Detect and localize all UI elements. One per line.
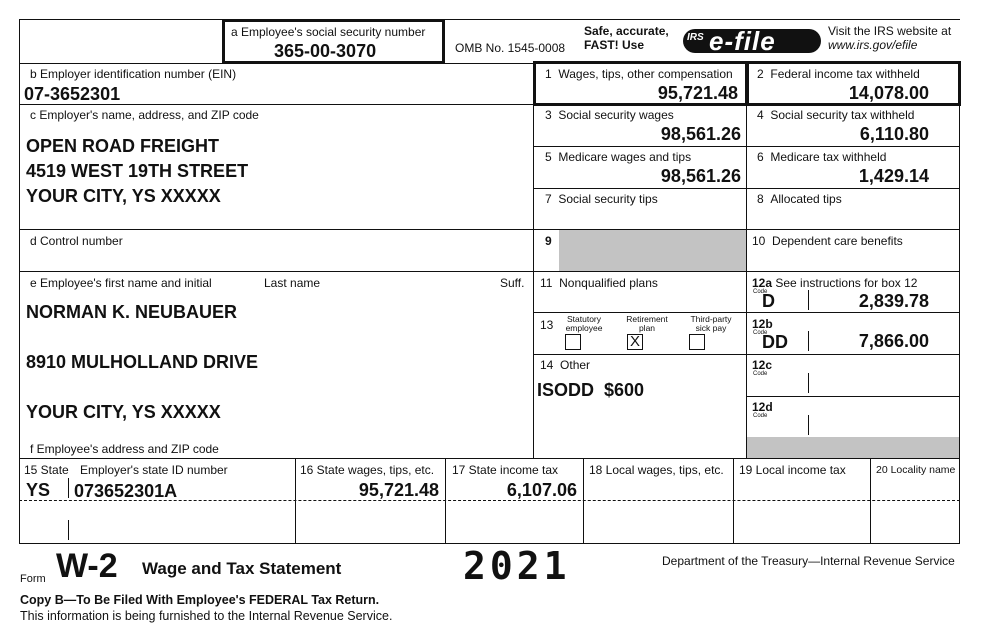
- form-title: Wage and Tax Statement: [142, 559, 342, 578]
- box14-num: 14: [540, 358, 554, 372]
- box2-label: [757, 67, 920, 81]
- box6-text: Medicare tax withheld: [770, 150, 887, 164]
- box14-label: [540, 358, 590, 372]
- box14-value: ISODD $600: [537, 380, 645, 400]
- tax-year: 2021: [463, 544, 571, 588]
- box12d-divider: [808, 415, 809, 435]
- box5-text: Medicare wages and tips: [558, 150, 692, 164]
- box2-text: Federal income tax withheld: [770, 67, 920, 81]
- ein-label: b Employer identification number (EIN): [30, 67, 237, 81]
- box4-value: 6,110.80: [859, 124, 929, 144]
- omb-number: OMB No. 1545-0008: [455, 41, 566, 55]
- box16-label: 16 State wages, tips, etc.: [300, 463, 435, 477]
- frame-top: [19, 19, 960, 20]
- efile-logo: [683, 24, 821, 58]
- box13-thirdparty-label: Third-party sick pay: [690, 314, 732, 333]
- state-id-label: Employer's state ID number: [80, 463, 228, 477]
- box12b-num: 12b: [752, 317, 773, 331]
- ssn-value: 365-00-3070: [274, 41, 377, 61]
- box5-num: 5: [545, 150, 552, 164]
- employee-last-label: Last name: [264, 276, 321, 290]
- retirement-plan-checkbox[interactable]: X: [627, 334, 643, 350]
- rule-state-id-split: [68, 478, 69, 498]
- box4-text: Social security tax withheld: [770, 108, 915, 122]
- thirdparty-sick-pay-checkbox[interactable]: [689, 334, 705, 350]
- box12a-num: 12a: [752, 276, 773, 290]
- box4-label: [757, 108, 914, 122]
- dept-line: Department of the Treasury—Internal Revenue Service: [662, 554, 955, 568]
- employee-name: NORMAN K. NEUBAUER: [26, 302, 237, 322]
- state-tax-value: 6,107.06: [506, 480, 577, 500]
- box11-label: [540, 276, 658, 290]
- box12d-code-word: Code: [753, 413, 768, 419]
- rule-row-13: [533, 354, 746, 355]
- employee-suff-label: Suff.: [500, 276, 525, 290]
- box12a-code: D: [762, 291, 775, 311]
- box1-label: [545, 67, 733, 81]
- rule-col-mid: [533, 63, 534, 458]
- form-word: Form: [20, 573, 46, 585]
- efile-logo-text: e-file: [709, 26, 776, 56]
- ein-value: 07-3652301: [24, 84, 121, 104]
- box12a-divider: [808, 290, 809, 310]
- box12d-shaded: [747, 437, 959, 458]
- box1-value: 95,721.48: [657, 83, 738, 103]
- rule-state-16: [295, 458, 296, 544]
- rule-row-12b: [746, 354, 960, 355]
- info-line: This information is being furnished to the Internal Revenue Service.: [20, 609, 393, 623]
- box18-label: 18 Local wages, tips, etc.: [589, 463, 724, 477]
- ssn-label: a Employee's social security number: [231, 25, 426, 39]
- box6-value: 1,429.14: [858, 166, 929, 186]
- box13-retirement-label: Retirement plan: [626, 314, 668, 333]
- box17-label: 17 State income tax: [452, 463, 559, 477]
- box3-label: [545, 108, 674, 122]
- box5-label: [545, 150, 691, 164]
- box12c-divider: [808, 373, 809, 393]
- box10-label: [752, 234, 903, 248]
- rule-state-20: [870, 458, 871, 544]
- irs-site-line-2: www.irs.gov/efile: [828, 38, 918, 52]
- box3-value: 98,561.26: [660, 124, 741, 144]
- box14-text: Other: [560, 358, 591, 372]
- box11-text: Nonqualified plans: [559, 276, 658, 290]
- box7-text: Social security tips: [558, 192, 658, 206]
- box12b-divider: [808, 331, 809, 351]
- state-wages-value: 95,721.48: [358, 480, 439, 500]
- box4-num: 4: [757, 108, 764, 122]
- box5-value: 98,561.26: [660, 166, 741, 186]
- efile-tagline-1: Safe, accurate,: [584, 24, 669, 38]
- box12b-code: DD: [762, 332, 788, 352]
- employee-city: YOUR CITY, YS XXXXX: [26, 402, 221, 422]
- box9-num: 9: [545, 234, 552, 248]
- rule-row-9: [19, 271, 960, 272]
- box8-num: 8: [757, 192, 764, 206]
- box7-num: 7: [545, 192, 552, 206]
- rule-state-19: [733, 458, 734, 544]
- employer-street: 4519 WEST 19TH STREET: [26, 161, 249, 181]
- employee-first-label: e Employee's first name and initial: [30, 276, 212, 290]
- rule-col-right: [746, 63, 747, 458]
- box1-num: 1: [545, 67, 552, 81]
- control-label: d Control number: [30, 234, 123, 248]
- box12d-num: 12d: [752, 400, 773, 414]
- box3-num: 3: [545, 108, 552, 122]
- form-name: W-2: [56, 547, 118, 585]
- rule-row-12c: [746, 396, 960, 397]
- box12b-code-word: Code: [753, 330, 768, 336]
- box15-label: 15 State: [24, 463, 69, 477]
- box8-label: [757, 192, 842, 206]
- copy-line: Copy B—To Be Filed With Employee's FEDERAL Tax Return.: [20, 593, 380, 607]
- box9-shaded: [559, 230, 746, 271]
- box12c-code-word: Code: [753, 371, 768, 377]
- employer-label: c Employer's name, address, and ZIP code: [30, 108, 259, 122]
- box6-label: [757, 150, 886, 164]
- box1-text: Wages, tips, other compensation: [558, 67, 733, 81]
- box10-text: Dependent care benefits: [772, 234, 903, 248]
- efile-tagline-2: FAST! Use: [584, 38, 645, 52]
- statutory-employee-checkbox[interactable]: [565, 334, 581, 350]
- box19-label: 19 Local income tax: [739, 463, 846, 477]
- efile-logo-irs: IRS: [687, 32, 704, 43]
- box12b-value: 7,866.00: [858, 331, 929, 351]
- box12a-text: See instructions for box 12: [775, 276, 918, 290]
- box8-text: Allocated tips: [770, 192, 842, 206]
- box3-text: Social security wages: [558, 108, 674, 122]
- frame-left: [19, 19, 20, 544]
- box13-num: 13: [540, 318, 554, 332]
- box12c-num: 12c: [752, 358, 773, 372]
- box20-label: 20 Locality name: [876, 464, 956, 476]
- box13-statutory-label: Statutory employee: [565, 314, 603, 333]
- box6-num: 6: [757, 150, 764, 164]
- box11-num: 11: [540, 276, 553, 290]
- rule-row-state: [19, 458, 960, 459]
- box2-value: 14,078.00: [848, 83, 929, 103]
- state-value: YS: [26, 480, 51, 500]
- employer-city: YOUR CITY, YS XXXXX: [26, 186, 221, 206]
- rule-state-17: [445, 458, 446, 544]
- box7-label: [545, 192, 658, 206]
- employer-name: OPEN ROAD FREIGHT: [26, 136, 220, 156]
- rule-state-id-split-2: [68, 520, 69, 540]
- frame-right: [959, 63, 960, 544]
- employee-street: 8910 MULHOLLAND DRIVE: [26, 352, 259, 372]
- irs-site-line-1: Visit the IRS website at: [828, 24, 952, 38]
- box2-num: 2: [757, 67, 764, 81]
- state-id-value: 073652301A: [74, 481, 178, 501]
- box12a-value: 2,839.78: [858, 291, 929, 311]
- rule-row-7: [19, 229, 960, 230]
- employee-addr-label: f Employee's address and ZIP code: [30, 442, 219, 456]
- box12a-label: [752, 276, 917, 290]
- box12a-code-word: Code: [753, 289, 768, 295]
- box10-num: 10: [752, 234, 766, 248]
- rule-state-18: [583, 458, 584, 544]
